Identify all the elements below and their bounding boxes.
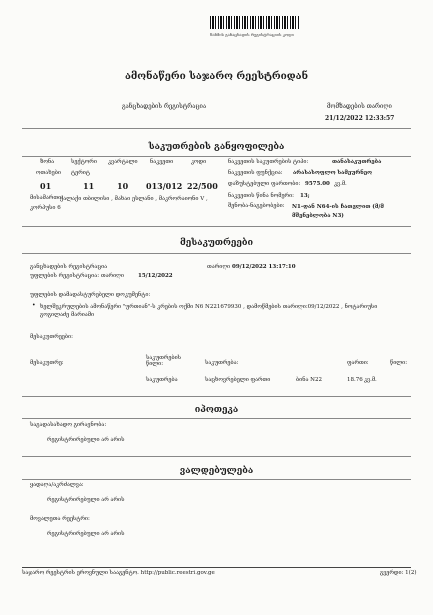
section-property-title: საკუთრების განყოფილება (148, 142, 285, 152)
divider (22, 479, 411, 480)
prop-purpose-value: არასასოფლო სამეურნეო (293, 170, 372, 176)
owner-row-unit: კვ.მ. (364, 377, 377, 383)
footer-page-number: გვერდი: 1(2) (380, 570, 417, 576)
section-mortgage-title: იპოთეკა (194, 405, 239, 415)
barcode (210, 16, 300, 29)
divider (22, 128, 411, 129)
document-title: ამონაწერი საჯარო რეესტრიდან (124, 71, 309, 82)
prop-purpose-label: ნაკვეთის ფუნქცია: (228, 170, 283, 176)
apartment-label: შენობა-ნაგებობები: (228, 203, 285, 209)
owner-row-share: საკუთრება (146, 377, 178, 383)
footer-source: საჯარო რეესტრის ეროვნული სააგენტო. http://public.reestri.gov.ge (22, 570, 215, 576)
divider (22, 226, 411, 227)
cad-header-quarter: კვარტალი (108, 159, 138, 165)
apartment-value: N1-დან N64-ის ჩათვლით (მ/მ მშენებლობა N3) (292, 204, 384, 219)
address-value: ქალაქი თბილისი , მახაი ესლანი , მაკრორაიონი V , კორპუსი 6 (30, 196, 208, 211)
section-owners-title: მესაკუთრეები (179, 238, 254, 248)
cad-header-sector: სექტორი (71, 159, 97, 165)
divider (22, 396, 411, 397)
area-unit: კვ.მ. (334, 181, 347, 187)
cad-header-code: კოდი (191, 159, 207, 165)
prop-type-value: თანასაკუთრება (332, 159, 382, 165)
reg-date-value: 15/12/2022 (138, 273, 173, 279)
owner-col-owner: მესაკუთრე: (30, 360, 64, 366)
cad-value-zone: 01 (40, 181, 52, 191)
app-date-label: თარიღი (207, 264, 231, 270)
owners-label: მესაკუთრეები: (30, 334, 73, 340)
divider (22, 418, 411, 419)
prepared-date-label: მომზადების თარიღი (327, 103, 392, 110)
owner-row-area: 18.76 (347, 377, 363, 383)
barcode-caption: ზანმის განაცხადის რეგისტრაციის კოდი (210, 32, 294, 37)
cad-header-zone: ზონა (40, 159, 55, 165)
owner-col-share: საკუთრების წილი: (146, 355, 182, 367)
basis-label: უფლების დამადასტურებელი დოკუმენტი: (30, 292, 151, 298)
cad-subheader: ტერიტ (71, 170, 90, 176)
owner-col-area: ფართი: (347, 360, 369, 366)
cad-value-quarter: 10 (117, 181, 129, 191)
building-label: ნაკვეთის წინა ნომერი: (228, 193, 294, 199)
app-date-value: 09/12/2022 13:17:10 (232, 264, 296, 270)
seizure-value: რეგისტრირებული არ არის (47, 497, 125, 503)
reg-date-label: უფლების რეგისტრაცია: თარიღი (30, 273, 124, 279)
divider (22, 253, 411, 254)
cad-subheader: ოთახები (36, 170, 61, 176)
owner-col-property: საკუთრება: (205, 360, 239, 366)
divider (22, 456, 411, 457)
area-label: დაზუსტებული ფართობი: (228, 181, 301, 187)
bullet: • (32, 302, 36, 309)
section-obligation-title: ვალდებულება (179, 466, 254, 476)
owner-col-portion: წილი: (390, 360, 408, 366)
debtor-value: რეგისტრირებული არ არის (47, 531, 125, 537)
cad-header-parcel: ნაკვეთი (150, 159, 174, 165)
application-reg-label: განცხადების რეგისტრაცია (122, 103, 207, 110)
footer-divider (22, 567, 411, 568)
prop-type-label: ნაკვეთის საკუთრების ტიპი: (228, 159, 309, 165)
debtor-label: მოვალეთა რეესტრი: (30, 516, 90, 522)
building-value: 13; (300, 193, 310, 199)
area-value: 9575.00 (305, 181, 330, 187)
mortgage-value: რეგისტრირებული არ არის (47, 437, 125, 443)
prepared-date: 21/12/2022 12:33:57 (325, 115, 395, 122)
mortgage-label: საგადასახადო გირავნობა: (30, 422, 107, 428)
app-label: განცხადების რეგისტრაცია (30, 264, 108, 270)
cad-value-code: 22/500 (187, 181, 218, 191)
owner-row-unit-no: ბინა N22 (296, 377, 322, 383)
address-label: მისამართი: (30, 195, 64, 201)
cad-value-parcel: 013/012 (146, 181, 183, 191)
owner-row-property: საცხოვრებელი ფართი (205, 377, 271, 383)
divider (22, 156, 411, 157)
cad-value-sector: 11 (83, 181, 95, 191)
basis-text: ხელშეკრულების ამონაწერი "ურთიან"-ს კრების ოქმი N6 N221679930 , დამოწმების თარიღი:09/12/2022 , ნოტარიუსი გოგილაძე მარიამი (40, 304, 378, 318)
seizure-label: ყადაღა/აკრძალვა: (30, 482, 84, 488)
